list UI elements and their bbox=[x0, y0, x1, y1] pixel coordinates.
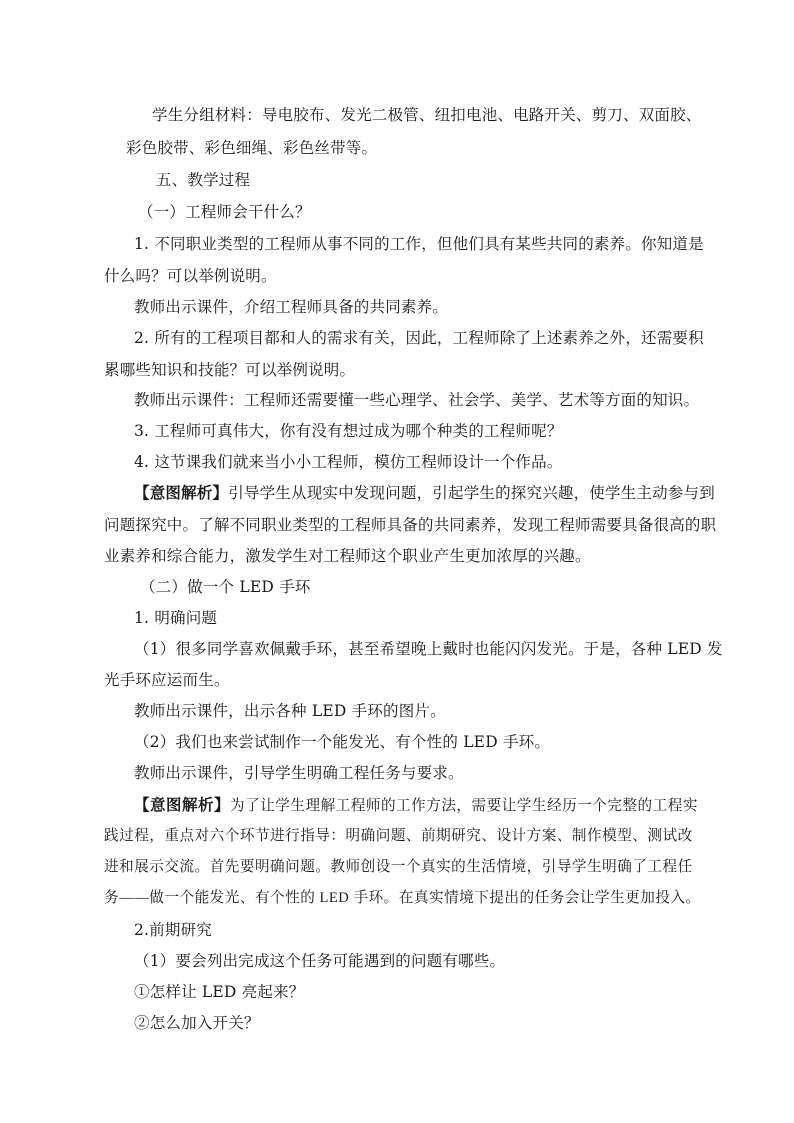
text-line: 4. 这节课我们就来当小小工程师，模仿工程师设计一个作品。 bbox=[134, 453, 563, 471]
intent-tag: 【意图解析】 bbox=[134, 483, 229, 502]
text-line: 践过程，重点对六个环节进行指导：明确问题、前期研究、设计方案、制作模型、测试改 bbox=[104, 828, 693, 844]
intent-tag: 【意图解析】 bbox=[134, 795, 231, 814]
text-line: 光手环应运而生。 bbox=[104, 671, 230, 689]
text-line: 学生分组材料：导电胶布、发光二极管、纽扣电池、电路开关、剪刀、双面胶、 bbox=[152, 106, 702, 124]
text-line: 什么吗？可以举例说明。 bbox=[104, 267, 277, 285]
subsection-heading: （一）工程师会干什么？ bbox=[138, 203, 311, 221]
text-line: 1. 明确问题 bbox=[134, 609, 218, 627]
text-line: 累哪些知识和技能？可以举例说明。 bbox=[104, 361, 356, 379]
text-line: 问题探究中。了解不同职业类型的工程师具备的共同素养，发现工程师需要具备很高的职 bbox=[104, 516, 717, 534]
text-line: 进和展示交流。首先要明确问题。教师创设一个真实的生活情境，引导学生明确了工程任 bbox=[104, 859, 693, 875]
text-line: 教师出示课件，引导学生明确工程任务与要求。 bbox=[134, 764, 464, 782]
intent-paragraph-line: 【意图解析】引导学生从现实中发现问题，引起学生的探究兴趣，使学生主动参与到 bbox=[134, 483, 715, 502]
text-line: （1）要会列出完成这个任务可能遇到的问题有哪些。 bbox=[134, 952, 506, 970]
text-line: ①怎样让 LED 亮起来？ bbox=[134, 983, 305, 1001]
intent-paragraph-line: 【意图解析】为了让学生理解工程师的工作方法，需要让学生经历一个完整的工程实 bbox=[134, 795, 698, 814]
text-line: （1）很多同学喜欢佩戴手环，甚至希望晚上戴时也能闪闪发光。于是，各种 LED 发 bbox=[134, 640, 723, 658]
text-line: 1. 不同职业类型的工程师从事不同的工作，但他们具有某些共同的素养。你知道是 bbox=[134, 235, 704, 253]
text-line: 教师出示课件：工程师还需要懂一些心理学、社会学、美学、艺术等方面的知识。 bbox=[134, 391, 700, 409]
text-line: 业素养和综合能力，激发学生对工程师这个职业产生更加浓厚的兴趣。 bbox=[104, 547, 591, 565]
text-line: 教师出示课件，出示各种 LED 手环的图片。 bbox=[134, 702, 446, 720]
section-heading: 五、教学过程 bbox=[156, 171, 251, 189]
text-line: （2）我们也来尝试制作一个能发光、有个性的 LED 手环。 bbox=[134, 733, 551, 751]
text-line: 3. 工程师可真伟大，你有没有想过成为哪个种类的工程师呢？ bbox=[134, 422, 563, 440]
text-line: ②怎么加入开关？ bbox=[134, 1014, 260, 1032]
text-line: 2.前期研究 bbox=[134, 921, 212, 939]
text-line: 彩色胶带、彩色细绳、彩色丝带等。 bbox=[126, 139, 378, 157]
text-line: 2. 所有的工程项目都和人的需求有关，因此，工程师除了上述素养之外，还需要积 bbox=[134, 329, 704, 347]
text-line: 教师出示课件，介绍工程师具备的共同素养。 bbox=[134, 298, 449, 316]
subsection-heading: （二）做一个 LED 手环 bbox=[140, 578, 311, 596]
text-line: 务——做一个能发光、有个性的 LED 手环。在真实情境下提出的任务会让学生更加投入。 bbox=[104, 890, 701, 906]
